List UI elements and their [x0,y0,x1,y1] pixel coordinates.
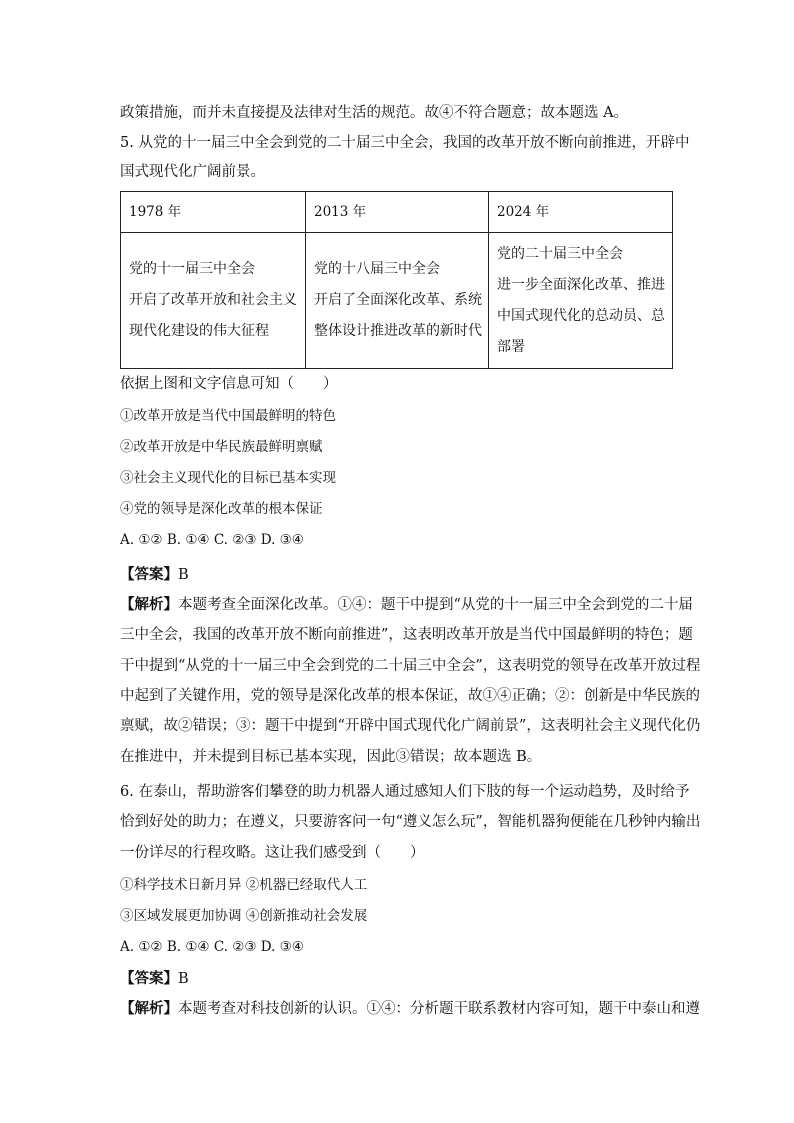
cell-line: 党的十一届三中全会 [129,261,255,277]
reform-timeline-table [120,191,673,369]
table-header-row [121,192,673,233]
analysis-text: 本题考查全面深化改革。①④：题干中提到“从党的十一届三中全会到党的二十届 [178,597,693,613]
question-6-stem-line-2: 恰到好处的助力；在遵义，只要游客问一句“遵义怎么玩”，智能机器狗便能在几秒钟内输出 [120,814,701,830]
question-6-statements-line-2: ③区域发展更加协调 ④创新推动社会发展 [120,908,368,924]
analysis-tag: 【解析】 [120,1000,178,1017]
question-5-analysis-line-3: 干中提到“从党的十一届三中全会到党的二十届三中全会”，这表明党的领导在改革开放过程 [120,658,701,674]
plenum-18th-cell [306,233,489,369]
cell-line: 部署 [497,338,525,355]
question-6-stem-line-1: 6. 在泰山，帮助游客们攀登的助力机器人通过感知人们下肢的每一个运动趋势，及时给予 [120,784,690,800]
question-5-statement-3: ③社会主义现代化的目标已基本实现 [120,470,336,486]
table-content-row [121,233,673,369]
analysis-text: 本题考查对科技创新的认识。①④：分析题干联系教材内容可知，题干中泰山和遵 [178,1001,700,1017]
cell-line: 党的二十届三中全会 [497,245,623,262]
cell-line: 党的十八届三中全会 [314,261,440,277]
question-5-answer [120,565,189,585]
cell-line: 现代化建设的伟大征程 [129,323,269,339]
cell-line: 开启了改革开放和社会主义 [129,292,297,308]
question-6-analysis-line-1 [120,999,700,1019]
answer-value: B [178,567,189,583]
question-6-answer [120,969,189,989]
cell-line: 整体设计推进改革的新时代 [314,323,482,339]
question-5-analysis-line-2: 三中全会，我国的改革开放不断向前推进”，这表明改革开放是当代中国最鲜明的特色；题 [120,627,693,643]
question-5-prompt: 依据上图和文字信息可知（ ） [120,376,338,392]
plenum-11th-cell [121,233,306,369]
plenum-20th-cell [489,233,673,369]
question-6-statements-line-1: ①科学技术日新月异 ②机器已经取代人工 [120,877,368,893]
question-5-statement-2: ②改革开放是中华民族最鲜明禀赋 [120,439,323,455]
question-5-stem-line-1: 5. 从党的十一届三中全会到党的二十届三中全会，我国的改革开放不断向前推进，开辟中 [120,135,690,151]
question-5-analysis-line-5: 禀赋，故②错误；③：题干中提到“开辟中国式现代化广阔前景”，这表明社会主义现代化仍 [120,718,701,734]
intro-line: 政策措施，而并未直接提及法律对生活的规范。故④不符合题意；故本题选 A。 [120,105,629,121]
cell-line: 进一步全面深化改革、推进 [497,276,665,293]
year-2013-cell: 2013 年 [306,192,489,233]
question-6-stem-line-3: 一份详尽的行程攻略。这让我们感受到（ ） [120,845,425,861]
analysis-tag: 【解析】 [120,596,178,613]
answer-tag: 【答案】 [120,970,178,987]
answer-tag: 【答案】 [120,566,178,583]
question-5-statement-1: ①改革开放是当代中国最鲜明的特色 [120,408,336,424]
question-6-choices: A. ①② B. ①④ C. ②③ D. ③④ [120,939,304,955]
year-2024-cell: 2024 年 [489,192,673,233]
answer-value: B [178,971,189,987]
question-5-statement-4: ④党的领导是深化改革的根本保证 [120,501,323,517]
question-5-analysis-line-1 [120,595,693,615]
question-5-choices: A. ①② B. ①④ C. ②③ D. ③④ [120,532,304,548]
year-1978-cell: 1978 年 [121,192,306,233]
cell-line: 中国式现代化的总动员、总 [497,307,665,324]
question-5-analysis-line-4: 中起到了关键作用，党的领导是深化改革的根本保证，故①④正确；②：创新是中华民族的 [120,688,700,704]
question-5-stem-line-2: 国式现代化广阔前景。 [120,164,265,180]
cell-line: 开启了全面深化改革、系统 [314,292,482,308]
question-5-analysis-line-6: 在推进中，并未提到目标已基本实现，因此③错误；故本题选 B。 [120,749,542,765]
